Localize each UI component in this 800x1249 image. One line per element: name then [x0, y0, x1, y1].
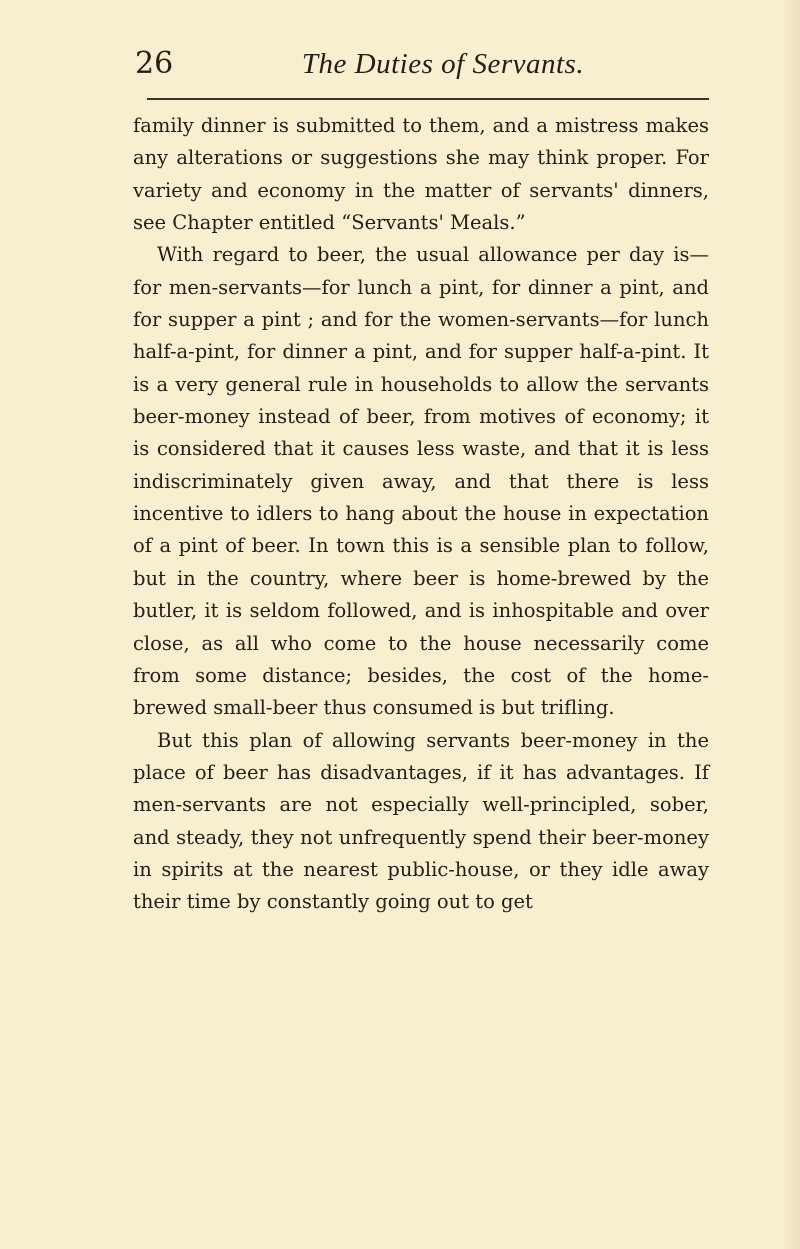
- paragraph-beer-allowance: With regard to beer, the usual allowance per day is—for men-servants—for lunch a pint, for dinner a pint, and for supper a pint ; and for the women-servants—for lunch half-a-pint, for dinner a pint, and for supper half-a-pint. It is a very general rule in households to allow the servants beer-money instead of beer, from motives of economy; it is considered that it causes less waste, and that it is less indiscriminately given away, and that there is less incentive to idlers to hang about the house in expectation of a pint of beer. In town this is a sensible plan to follow, but in the country, where beer is home-brewed by the butler, it is seldom followed, and is inhospitable and over close, as all who come to the house necessarily come from some distance; besides, the cost of the home-brewed small-beer thus consumed is but trifling.: [133, 243, 709, 720]
- paragraph-beer-money: But this plan of allowing servants beer-money in the place of beer has disadvantages, if it has advantages. If men-servants are not especially well-principled, sober, and steady, they not unfrequently spend their beer-money in spirits at the nearest public-house, or they idle away their time by constantly going out to get: [133, 728, 709, 914]
- header-rule: [147, 98, 709, 100]
- page-number: 26: [135, 46, 174, 81]
- page-edge-shadow: [782, 0, 800, 1249]
- body-text: [133, 110, 709, 919]
- running-title: The Duties of Servants.: [301, 48, 585, 80]
- running-head: [133, 42, 713, 86]
- paragraph-continuation: family dinner is submitted to them, and a mistress makes any alterations or suggestions she may think proper. For variety and economy in the matter of servants' dinners, see Chapter entitled “Servants' Meals.”: [133, 114, 709, 235]
